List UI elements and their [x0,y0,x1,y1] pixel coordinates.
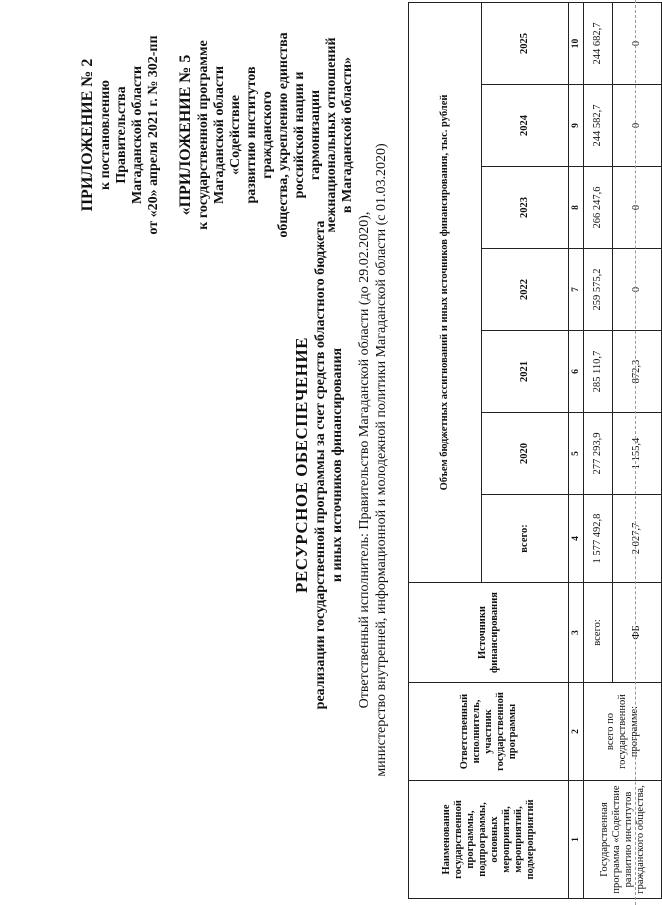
year-cell: 2022 [482,249,569,331]
column-number: 1 [569,781,584,899]
executor-line: Ответственный исполнитель: Правительство Магаданской области (до 29.02.2020), [357,211,372,709]
resource-table [408,2,662,899]
sub-appendix-line: Магаданской области «Содействие [212,65,243,205]
value-cell: 0 [613,85,662,167]
header-cell: Объем бюджетных ассигнований и иных источников финансирования, тыс. рублей [409,2,482,582]
column-number: 6 [569,331,584,413]
appendix-line: Магаданской области [130,65,145,205]
year-cell: 2024 [482,85,569,167]
column-number: 8 [569,167,584,249]
value-cell: 0 [613,249,662,331]
column-number: 10 [569,2,584,84]
sub-appendix-line: в Магаданской области» [340,56,355,214]
source-cell: ФБ [613,583,662,683]
responsible-executor [356,45,390,875]
executor-cell: всего по государственной программе: [584,683,662,781]
column-number: 7 [569,249,584,331]
appendix-line: к постановлению Правительства [98,80,129,190]
value-cell: 259 575,2 [584,249,613,331]
table-header-row [409,2,482,898]
page-edge-line [635,0,636,905]
sub-appendix-line: к государственной программе [196,40,211,230]
header-cell: Источники финансирования [409,583,569,683]
value-cell: 244 682,7 [584,2,613,84]
source-cell: всего: [584,583,613,683]
sub-appendix-line: межнациональных отношений [324,37,339,233]
column-number: 4 [569,495,584,583]
column-number: 5 [569,413,584,495]
column-number: 9 [569,85,584,167]
appendix-title: ПРИЛОЖЕНИЕ № 2 [79,58,96,212]
value-cell: 244 582,7 [584,85,613,167]
sub-appendix-line: общества, укреплению единства [276,32,291,238]
year-cell: 2023 [482,167,569,249]
executor-line: министерство внутренней, информационной и молодежной политики Магаданской области (с 01.03.2020) [374,143,389,777]
sub-appendix-line: развитию институтов гражданского [244,66,275,204]
value-cell: 266 247,6 [584,167,613,249]
year-cell: 2020 [482,413,569,495]
value-cell: 0 [613,167,662,249]
header-cell: Ответственный исполнитель, участник государственной программы [409,683,569,781]
value-cell: 277 293,9 [584,413,613,495]
column-number: 3 [569,583,584,683]
column-number: 2 [569,683,584,781]
title-line: реализации государственной программы за счет средств областного бюджета [313,220,328,710]
value-cell: 2 027,7 [613,495,662,583]
appendix-line: от «20» апреля 2021 г. № 302-пп [146,35,161,235]
sub-appendix-title: «ПРИЛОЖЕНИЕ № 5 [177,54,194,216]
year-cell: 2021 [482,331,569,413]
year-cell: 2025 [482,2,569,84]
value-cell: 285 110,7 [584,331,613,413]
header-cell: Наименование государственной программы, подпрограммы, основных мероприятий, мероприятий, подмероприятий [409,781,569,899]
title-line: и иных источников финансирования [330,347,345,583]
document-title [292,115,346,815]
year-cell: всего: [482,495,569,583]
value-cell: 1 155,4 [613,413,662,495]
column-number-row [569,2,584,898]
program-name-cell: Государственная программа «Содействие развитию институтов гражданского общества, [584,781,662,899]
table-row [584,2,613,898]
title-main: РЕСУРСНОЕ ОБЕСПЕЧЕНИЕ [292,337,311,593]
value-cell: 0 [613,2,662,84]
value-cell: 872,3 [613,331,662,413]
sub-appendix-line: российской нации и гармонизации [292,71,323,199]
value-cell: 1 577 492,8 [584,495,613,583]
